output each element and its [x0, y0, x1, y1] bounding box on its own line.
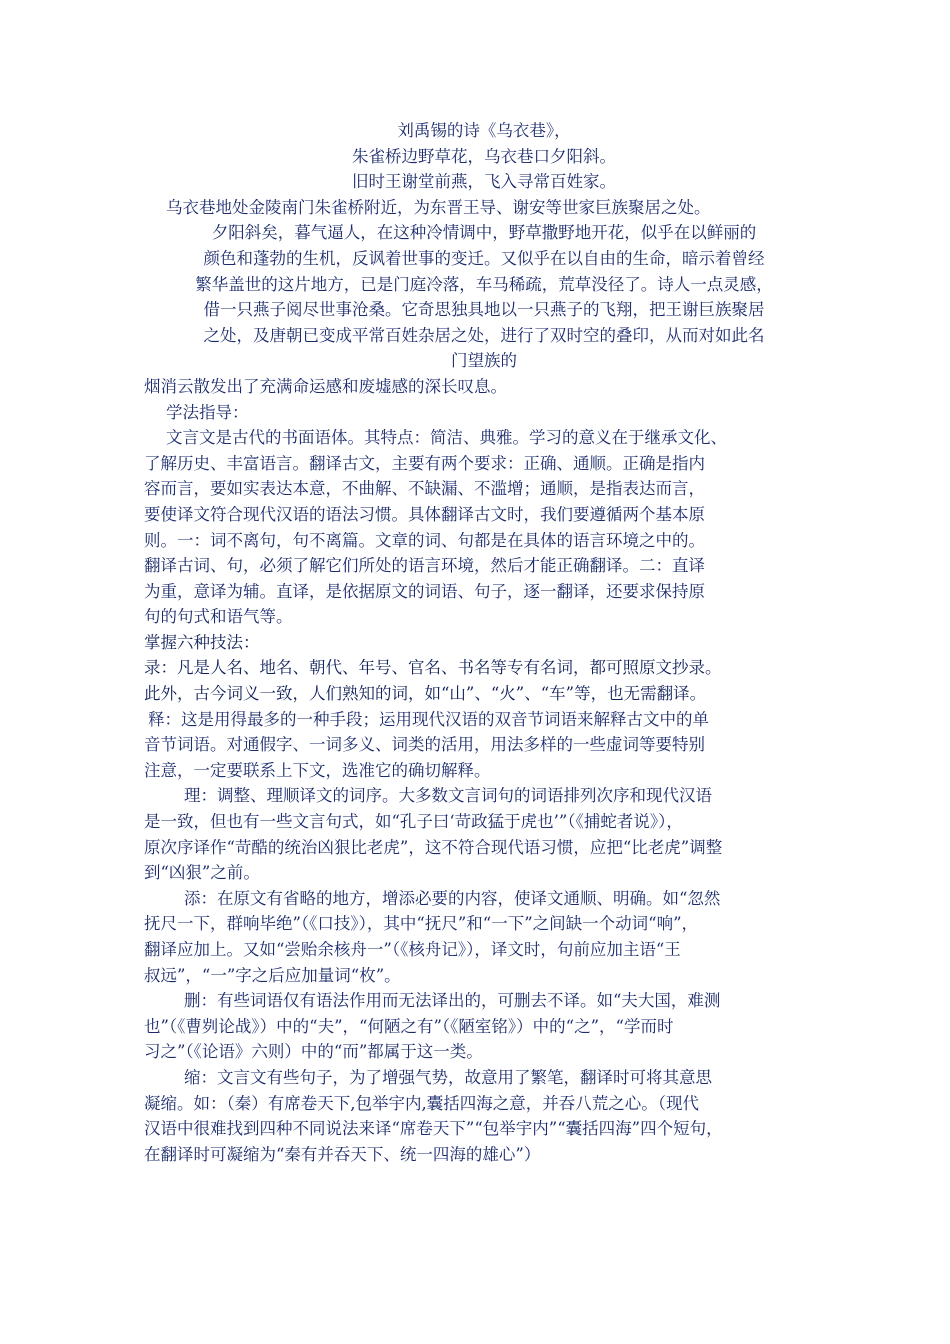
document-body	[144, 118, 824, 1167]
method-li-line: 是一致，但也有一些文言句式，如“孔子曰‘苛政猛于虎也’”（《捕蛇者说》），	[144, 812, 683, 832]
analysis-line: 烟消云散发出了充满命运感和废墟感的深长叹息。	[144, 376, 507, 396]
method-suo-line: 在翻译时可凝缩为“秦有并吞天下、统一四海的雄心”）	[144, 1144, 541, 1164]
guide-line: 容而言，要如实表达本意，不曲解、不缺漏、不滥增；通顺，是指表达而言，	[144, 479, 705, 499]
analysis-line: 乌衣巷地处金陵南门朱雀桥附近，为东晋王导、谢安等世家巨族聚居之处。	[166, 197, 711, 217]
method-li-line: 到“凶狠”之前。	[144, 863, 260, 883]
guide-line: 则。一：词不离句，句不离篇。文章的词、句都是在具体的语言环境之中的。	[144, 530, 705, 550]
poem-line: 朱雀桥边野草花，乌衣巷口夕阳斜。	[352, 146, 616, 166]
guide-line: 了解历史、丰富语言。翻译古文，主要有两个要求：正确、通顺。正确是指内	[144, 453, 705, 473]
analysis-line: 借一只燕子阅尽世事沧桑。它奇思独具地以一只燕子的飞翔，把王谢巨族聚居	[203, 300, 765, 320]
guide-line: 文言文是古代的书面语体。其特点：简洁、典雅。学习的意义在于继承文化、	[166, 428, 727, 448]
method-tian-line: 叔远”，“一”字之后应加量词“枚”。	[144, 965, 401, 985]
method-li-line: 理：调整、理顺译文的词序。大多数文言词句的词语排列次序和现代汉语	[184, 786, 712, 806]
analysis-line: 繁华盖世的这片地方，已是门庭冷落，车马稀疏，荒草没径了。诗人一点灵感，	[195, 274, 773, 294]
methods-heading: 掌握六种技法：	[144, 632, 260, 652]
poem-line: 旧时王谢堂前燕，飞入寻常百姓家。	[352, 172, 616, 192]
analysis-line: 门望族的	[451, 351, 517, 371]
method-suo-line: 缩：文言文有些句子，为了增强气势，故意用了繁笔，翻译时可将其意思	[184, 1067, 712, 1087]
guide-line: 翻译古词、句，必须了解它们所处的语言环境，然后才能正确翻译。二：直译	[144, 556, 705, 576]
method-shan-line: 习之”（《论语》六则）中的“而”都属于这一类。	[144, 1042, 483, 1062]
method-li-line: 原次序译作“苛酷的统治凶狠比老虎”，这不符合现代语习惯，应把“比老虎”调整	[144, 837, 723, 857]
guide-line: 句的句式和语气等。	[144, 607, 293, 627]
method-suo-line: 凝缩。如：（秦）有席卷天下,包举宇内,囊括四海之意，并吞八荒之心。（现代	[144, 1093, 699, 1113]
method-lu-line: 录：凡是人名、地名、朝代、年号、官名、书名等专有名词，都可照原文抄录。	[144, 658, 722, 678]
method-tian-line: 添：在原文有省略的地方，增添必要的内容，使译文通顺、明确。如“忽然	[184, 888, 721, 908]
guide-line: 要使译文符合现代汉语的语法习惯。具体翻译古文时，我们要遵循两个基本原	[144, 504, 705, 524]
poem-title: 刘禹锡的诗《乌衣巷》，	[397, 121, 571, 140]
method-shi-line: 注意，一定要联系上下文，选准它的确切解释。	[144, 760, 491, 780]
method-shi-line: 释：这是用得最多的一种手段；运用现代汉语的双音节词语来解释古文中的单	[148, 709, 709, 729]
method-tian-line: 抚尺一下，群响毕绝”（《口技》），其中“抚尺”和“一下”之间缺一个动词“响”，	[144, 914, 699, 934]
method-shan-line: 删：有些词语仅有语法作用而无法译出的，可删去不译。如“夫大国，难测	[184, 991, 721, 1011]
analysis-line: 之处，及唐朝已变成平常百姓杂居之处，进行了双时空的叠印，从而对如此名	[203, 325, 765, 345]
guide-line: 为重，意译为辅。直译，是依据原文的词语、句子，逐一翻译，还要求保持原	[144, 581, 705, 601]
method-lu-line: 此外，古今词义一致，人们熟知的词，如“山”、“火”、“车”等，也无需翻译。	[144, 684, 707, 704]
analysis-line: 夕阳斜矣，暮气逼人，在这种冷情调中，野草撒野地开花，似乎在以鲜丽的	[211, 223, 757, 243]
method-shi-line: 音节词语。对通假字、一词多义、词类的活用，用法多样的一些虚词等要特别	[144, 735, 705, 755]
analysis-line: 颜色和蓬勃的生机，反讽着世事的变迁。又似乎在以自由的生命，暗示着曾经	[203, 248, 765, 268]
method-tian-line: 翻译应加上。又如“尝贻余核舟一”（《核舟记》），译文时，句前应加主语“王	[144, 940, 681, 959]
guide-heading: 学法指导：	[166, 402, 249, 422]
method-shan-line: 也”（《曹刿论战》）中的“夫”，“何陋之有”（《陋室铭》）中的“之”，“学而时	[144, 1016, 674, 1036]
method-suo-line: 汉语中很难找到四种不同说法来译“席卷天下”“包举宇内”“囊括四海”四个短句，	[144, 1119, 723, 1139]
